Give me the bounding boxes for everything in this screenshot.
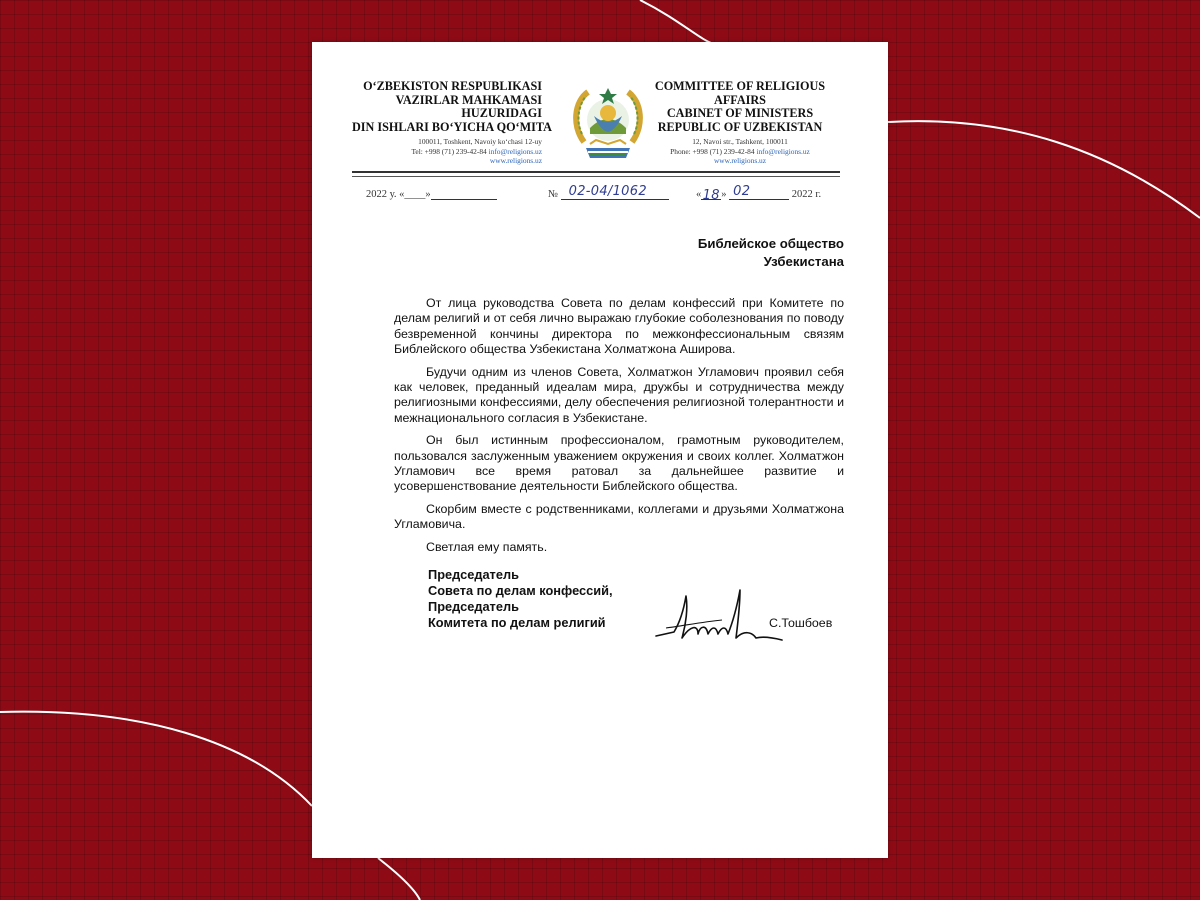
letter-body	[394, 296, 844, 562]
day-field	[701, 188, 721, 203]
letterhead-left-org-name	[352, 79, 552, 134]
letterhead-left-contacts	[352, 137, 542, 166]
left-org-line: DIN ISHLARI BO‘YICHA QO‘MITA	[352, 119, 552, 134]
body-paragraph: Светлая ему память.	[426, 539, 548, 554]
body-paragraph: Будучи одним из членов Совета, Холматжон Угламович проявил себя как человек, преданный идеалам мира, дружбы и сотрудничества между религиозными конфессиями, делу обеспечения религиозной толерантности и межнационального согласия в Узбекистане.	[394, 364, 844, 425]
date-line-right: «18» 02 2022 г.	[696, 184, 822, 203]
right-org-line: REPUBLIC OF UZBEKISTAN	[657, 119, 823, 134]
signatory-title-line: Комитета по делам религий	[428, 615, 606, 630]
number-field	[561, 184, 669, 200]
handwritten-month: 02	[733, 184, 751, 199]
letterhead-left	[352, 79, 552, 166]
letter-page	[312, 42, 888, 858]
left-day-mark: «____»	[399, 189, 431, 200]
letterhead-right-org-name	[640, 80, 840, 134]
addressee-line: Узбекистана	[763, 254, 844, 269]
addressee-line: Библейское общество	[697, 236, 844, 251]
letterhead-divider-thick	[352, 171, 840, 173]
signatory-title-line: Председатель	[428, 567, 519, 582]
signatory-title	[428, 567, 613, 631]
right-website-link[interactable]: www.religions.uz	[713, 156, 767, 166]
right-org-line: COMMITTEE OF RELIGIOUS	[654, 79, 826, 93]
left-phone: Tel: +998 (71) 239-42-84	[411, 146, 487, 156]
signer-name: С.Тошбоев	[769, 616, 833, 630]
body-paragraph: Он был истинным профессионалом, грамотным руководителем, пользовался заслуженным уважением окружения и своих коллег. Холматжон Угламович все время ратовал за дальнейшее развитие и усовершенствование деятельности Библейского общества.	[394, 433, 844, 494]
number-prefix: №	[548, 189, 559, 200]
date-line-left	[366, 188, 497, 200]
signatory-title-line: Председатель	[428, 599, 519, 614]
left-org-line: O‘ZBEKISTON RESPUBLIKASI	[363, 79, 542, 93]
left-month-blank	[431, 188, 497, 200]
left-address: 100011, Toshkent, Navoiy ko‘chasi 12-uy	[418, 137, 542, 146]
left-website-link[interactable]: www.religions.uz	[489, 156, 542, 166]
body-paragraph: Скорбим вместе с родственниками, коллегами и друзьями Холматжона Угламовича.	[394, 501, 844, 532]
right-address: 12, Navoi str., Tashkent, 100011	[692, 137, 788, 146]
handwritten-number: 02-04/1062	[568, 184, 647, 199]
signatory-title-line: Совета по делам конфессий,	[428, 583, 613, 598]
left-email-link[interactable]: info@religions.uz	[488, 146, 542, 156]
left-year: 2022 у.	[366, 189, 397, 200]
right-org-line: CABINET OF MINISTERS	[666, 106, 814, 120]
month-field	[729, 184, 789, 200]
right-email-link[interactable]: info@religions.uz	[756, 146, 810, 156]
body-paragraph: От лица руководства Совета по делам конфессий при Комитете по делам религий и от себя лично выражаю глубокие соболезнования по поводу безвременной кончины директора по межконфессиональным связям Библейского общества Узбекистана Холматжона Аширова.	[394, 296, 844, 357]
letterhead-right	[640, 80, 840, 166]
right-year: 2022 г.	[791, 189, 822, 200]
left-org-line: HUZURIDAGI	[461, 106, 542, 120]
letterhead-right-contacts	[640, 137, 840, 166]
outgoing-number	[548, 184, 669, 200]
handwritten-signature	[652, 582, 784, 654]
right-phone: Phone: +998 (71) 239-42-84	[670, 146, 755, 156]
addressee	[698, 235, 844, 271]
uzbekistan-state-emblem-icon	[570, 82, 646, 162]
left-org-line: VAZIRLAR MAHKAMASI	[395, 92, 542, 107]
letterhead-divider-thin	[352, 176, 840, 177]
right-org-line: AFFAIRS	[714, 92, 766, 107]
handwritten-day: 18	[702, 188, 720, 203]
